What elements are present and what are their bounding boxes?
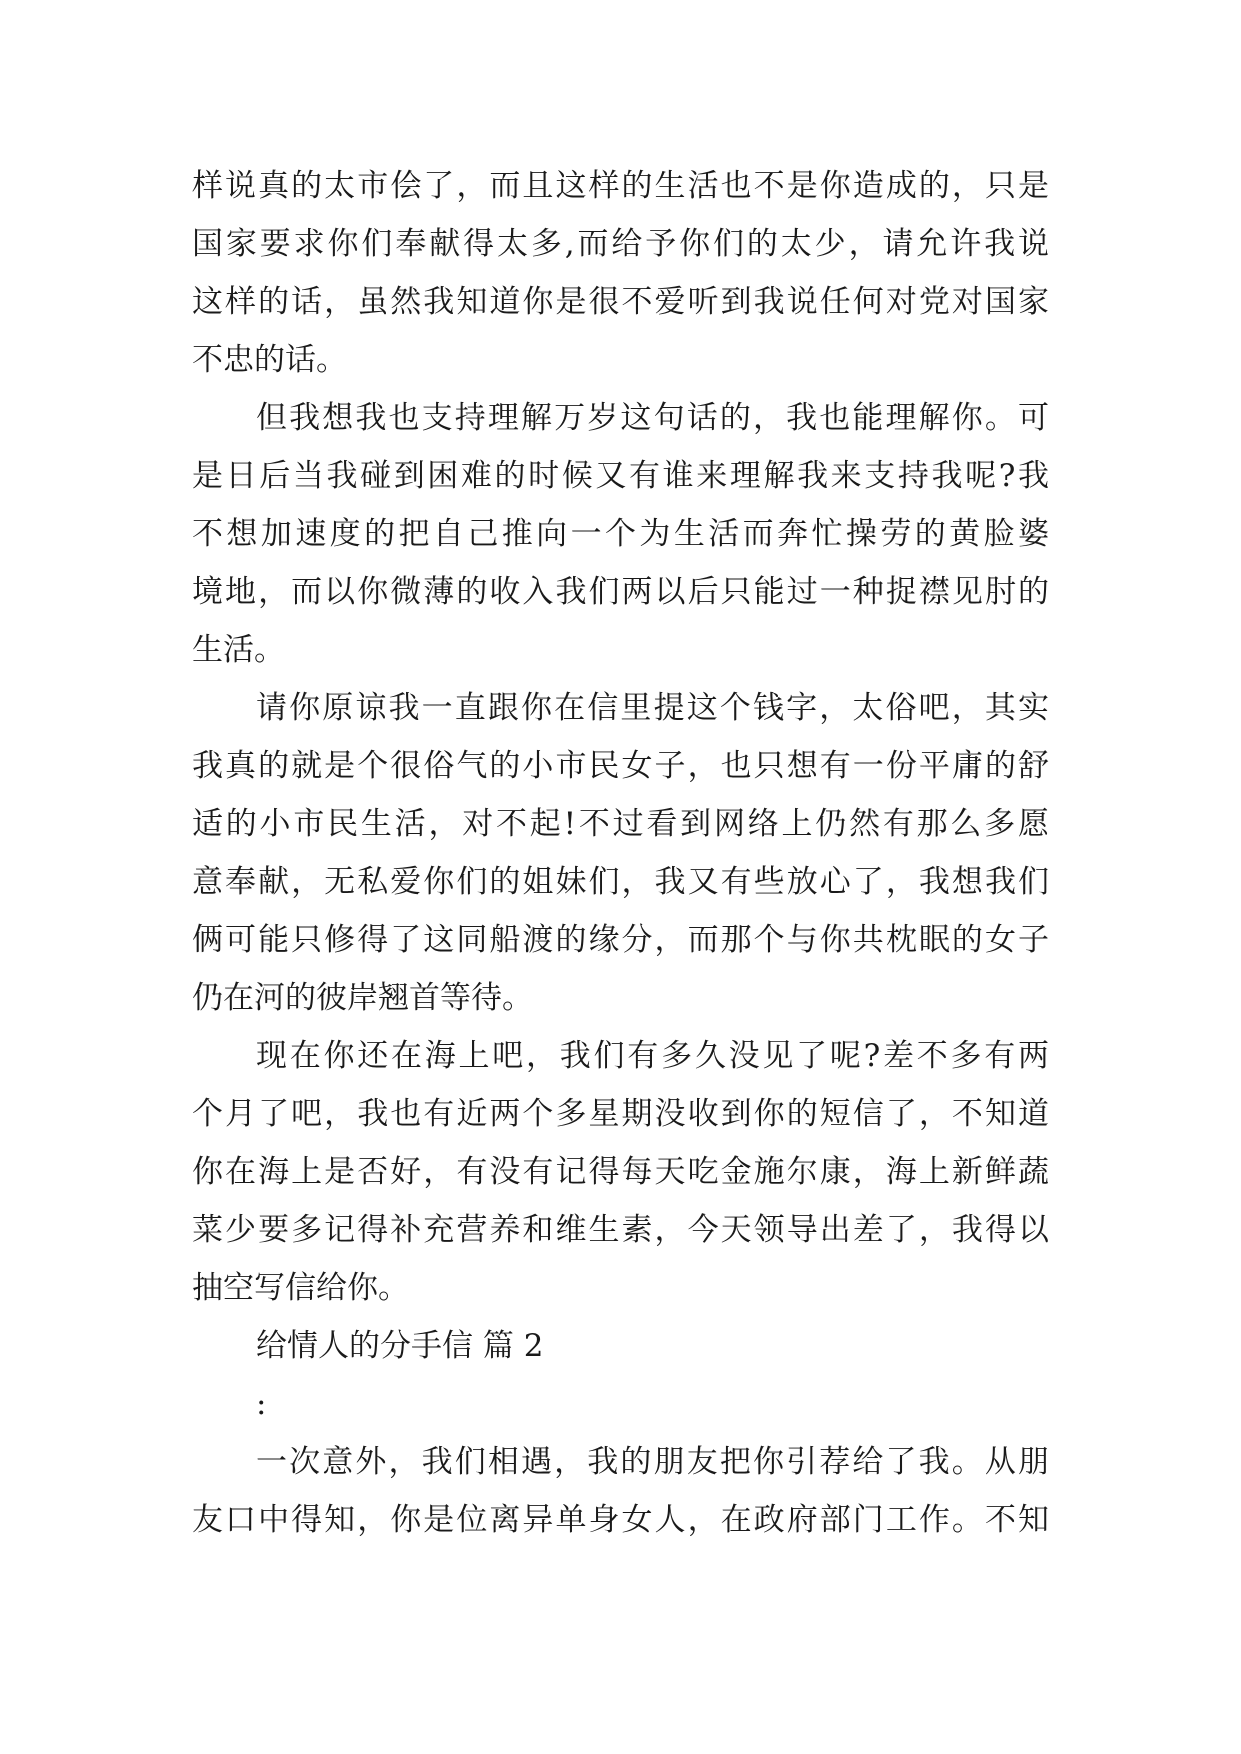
text-line: 不忠的话。 [192, 342, 347, 378]
text-line: 菜少要多记得补充营养和维生素，今天领导出差了，我得以 [192, 1212, 1049, 1248]
text-line: 是日后当我碰到困难的时候又有谁来理解我来支持我呢?我 [192, 458, 1049, 494]
text-line: 一次意外，我们相遇，我的朋友把你引荐给了我。从朋 [256, 1444, 1049, 1480]
text-line: 这样的话，虽然我知道你是很不爱听到我说任何对党对国家 [192, 284, 1049, 320]
text-line: 意奉献，无私爱你们的姐妹们，我又有些放心了，我想我们 [192, 864, 1049, 900]
text-line: 国家要求你们奉献得太多,而给予你们的太少，请允许我说 [192, 226, 1049, 262]
text-line: : [256, 1386, 267, 1422]
text-line: 俩可能只修得了这同船渡的缘分，而那个与你共枕眠的女子 [192, 922, 1049, 958]
text-line: 你在海上是否好，有没有记得每天吃金施尔康，海上新鲜蔬 [192, 1154, 1049, 1190]
text-line: 现在你还在海上吧，我们有多久没见了呢?差不多有两 [256, 1038, 1049, 1074]
text-line: 仍在河的彼岸翘首等待。 [192, 980, 533, 1016]
text-line: 境地，而以你微薄的收入我们两以后只能过一种捉襟见肘的 [192, 574, 1049, 610]
section-heading: 给情人的分手信 篇 2 [256, 1328, 544, 1364]
text-line: 个月了吧，我也有近两个多星期没收到你的短信了，不知道 [192, 1096, 1049, 1132]
text-line: 但我想我也支持理解万岁这句话的，我也能理解你。可 [256, 400, 1049, 436]
text-line: 生活。 [192, 632, 285, 668]
text-line: 不想加速度的把自己推向一个为生活而奔忙操劳的黄脸婆 [192, 516, 1049, 552]
text-line: 样说真的太市侩了，而且这样的生活也不是你造成的，只是 [192, 168, 1049, 204]
text-line: 我真的就是个很俗气的小市民女子，也只想有一份平庸的舒 [192, 748, 1049, 784]
text-line: 请你原谅我一直跟你在信里提这个钱字，太俗吧，其实 [256, 690, 1049, 726]
text-line: 适的小市民生活，对不起!不过看到网络上仍然有那么多愿 [192, 806, 1049, 842]
text-line: 友口中得知，你是位离异单身女人，在政府部门工作。不知 [192, 1502, 1049, 1538]
text-line: 抽空写信给你。 [192, 1270, 409, 1306]
